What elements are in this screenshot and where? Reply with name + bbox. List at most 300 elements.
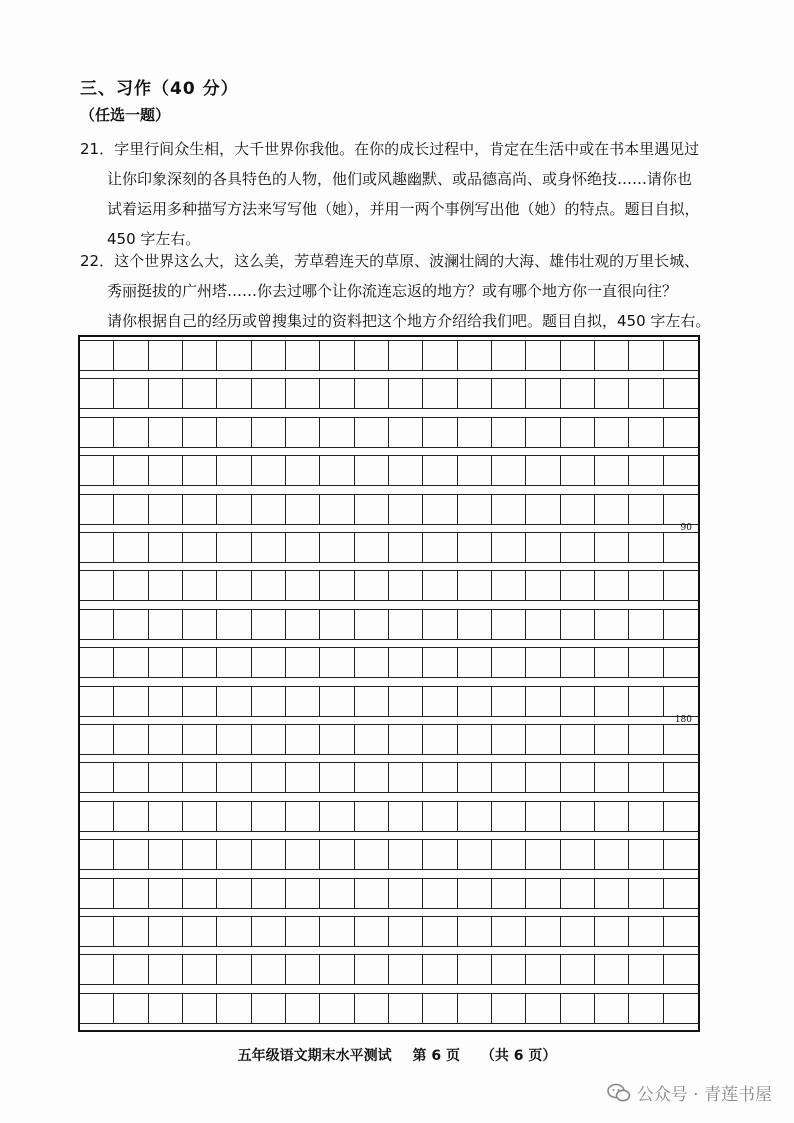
grid-cell[interactable] xyxy=(389,494,423,524)
grid-cell[interactable] xyxy=(492,993,526,1023)
grid-cell[interactable] xyxy=(526,570,560,600)
grid-cell[interactable] xyxy=(80,609,114,639)
grid-cell[interactable] xyxy=(492,916,526,946)
grid-cell[interactable] xyxy=(320,686,354,716)
grid-cell[interactable] xyxy=(286,839,320,869)
grid-cell[interactable] xyxy=(286,532,320,562)
grid-cell[interactable] xyxy=(217,801,251,831)
grid-cell[interactable] xyxy=(252,647,286,677)
grid-cell[interactable] xyxy=(80,378,114,408)
grid-cell[interactable] xyxy=(595,340,629,370)
grid-cell[interactable] xyxy=(595,686,629,716)
grid-cell[interactable] xyxy=(664,724,698,754)
grid-cell[interactable] xyxy=(664,455,698,485)
grid-cell[interactable] xyxy=(423,417,457,447)
grid-cell[interactable] xyxy=(252,609,286,639)
grid-cell[interactable] xyxy=(664,954,698,984)
grid-cell[interactable] xyxy=(664,609,698,639)
grid-cell[interactable] xyxy=(286,494,320,524)
grid-cell[interactable] xyxy=(526,686,560,716)
grid-cell[interactable] xyxy=(286,724,320,754)
grid-cell[interactable] xyxy=(526,993,560,1023)
grid-cell[interactable] xyxy=(286,993,320,1023)
grid-cell[interactable] xyxy=(149,954,183,984)
grid-cell[interactable] xyxy=(183,916,217,946)
grid-cell[interactable] xyxy=(664,570,698,600)
grid-cell[interactable] xyxy=(183,878,217,908)
grid-cell[interactable] xyxy=(423,954,457,984)
grid-cell[interactable] xyxy=(320,532,354,562)
grid-cell[interactable] xyxy=(149,570,183,600)
grid-cell[interactable] xyxy=(252,801,286,831)
grid-cell[interactable] xyxy=(423,916,457,946)
grid-cell[interactable] xyxy=(492,878,526,908)
grid-cell[interactable] xyxy=(320,340,354,370)
grid-cell[interactable] xyxy=(561,494,595,524)
grid-cell[interactable] xyxy=(389,954,423,984)
grid-cell[interactable] xyxy=(458,724,492,754)
grid-cell[interactable] xyxy=(595,455,629,485)
grid-cell[interactable] xyxy=(526,609,560,639)
grid-cell[interactable] xyxy=(252,532,286,562)
grid-cell[interactable] xyxy=(217,762,251,792)
grid-cell[interactable] xyxy=(458,532,492,562)
grid-cell[interactable] xyxy=(492,570,526,600)
grid-cell[interactable] xyxy=(561,839,595,869)
grid-cell[interactable] xyxy=(492,762,526,792)
grid-cell[interactable] xyxy=(629,609,663,639)
grid-cell[interactable] xyxy=(355,839,389,869)
grid-cell[interactable] xyxy=(629,647,663,677)
grid-cell[interactable] xyxy=(252,340,286,370)
grid-cell[interactable] xyxy=(664,993,698,1023)
grid-cell[interactable] xyxy=(217,839,251,869)
grid-cell[interactable] xyxy=(252,417,286,447)
grid-cell[interactable] xyxy=(80,839,114,869)
grid-cell[interactable] xyxy=(355,878,389,908)
grid-cell[interactable] xyxy=(389,801,423,831)
grid-cell[interactable] xyxy=(664,801,698,831)
grid-cell[interactable] xyxy=(423,647,457,677)
grid-cell[interactable] xyxy=(526,494,560,524)
grid-cell[interactable] xyxy=(217,378,251,408)
grid-cell[interactable] xyxy=(389,455,423,485)
grid-cell[interactable] xyxy=(114,724,148,754)
grid-cell[interactable] xyxy=(252,993,286,1023)
grid-cell[interactable] xyxy=(286,570,320,600)
grid-cell[interactable] xyxy=(458,494,492,524)
grid-cell[interactable] xyxy=(217,916,251,946)
grid-cell[interactable] xyxy=(595,839,629,869)
grid-cell[interactable] xyxy=(355,916,389,946)
grid-cell[interactable] xyxy=(526,455,560,485)
grid-cell[interactable] xyxy=(458,609,492,639)
grid-cell[interactable] xyxy=(561,340,595,370)
grid-cell[interactable] xyxy=(286,609,320,639)
grid-cell[interactable] xyxy=(492,455,526,485)
grid-cell[interactable] xyxy=(114,993,148,1023)
grid-cell[interactable] xyxy=(629,532,663,562)
grid-cell[interactable] xyxy=(664,839,698,869)
grid-cell[interactable] xyxy=(595,954,629,984)
grid-cell[interactable] xyxy=(217,724,251,754)
grid-cell[interactable] xyxy=(595,378,629,408)
grid-cell[interactable] xyxy=(595,609,629,639)
grid-cell[interactable] xyxy=(217,647,251,677)
grid-cell[interactable] xyxy=(355,494,389,524)
grid-cell[interactable] xyxy=(355,801,389,831)
grid-cell[interactable] xyxy=(286,378,320,408)
grid-cell[interactable] xyxy=(183,954,217,984)
grid-cell[interactable] xyxy=(526,878,560,908)
grid-cell[interactable] xyxy=(80,762,114,792)
grid-cell[interactable] xyxy=(114,647,148,677)
grid-cell[interactable] xyxy=(217,455,251,485)
grid-cell[interactable] xyxy=(458,340,492,370)
grid-cell[interactable] xyxy=(355,455,389,485)
grid-cell[interactable] xyxy=(526,801,560,831)
grid-cell[interactable] xyxy=(629,417,663,447)
grid-cell[interactable] xyxy=(561,686,595,716)
grid-cell[interactable] xyxy=(595,724,629,754)
grid-cell[interactable] xyxy=(252,916,286,946)
grid-cell[interactable] xyxy=(526,724,560,754)
grid-cell[interactable] xyxy=(526,762,560,792)
grid-cell[interactable] xyxy=(286,916,320,946)
grid-cell[interactable] xyxy=(252,878,286,908)
grid-cell[interactable] xyxy=(355,570,389,600)
grid-cell[interactable] xyxy=(629,762,663,792)
grid-cell[interactable] xyxy=(458,839,492,869)
grid-cell[interactable] xyxy=(114,686,148,716)
grid-cell[interactable] xyxy=(629,839,663,869)
grid-cell[interactable] xyxy=(286,878,320,908)
grid-cell[interactable] xyxy=(217,570,251,600)
grid-cell[interactable] xyxy=(526,532,560,562)
grid-cell[interactable] xyxy=(664,762,698,792)
grid-cell[interactable] xyxy=(80,916,114,946)
grid-cell[interactable] xyxy=(458,417,492,447)
grid-cell[interactable] xyxy=(561,417,595,447)
grid-cell[interactable] xyxy=(320,724,354,754)
grid-cell[interactable] xyxy=(149,494,183,524)
grid-cell[interactable] xyxy=(389,570,423,600)
grid-cell[interactable] xyxy=(423,378,457,408)
grid-cell[interactable] xyxy=(389,724,423,754)
grid-cell[interactable] xyxy=(629,993,663,1023)
grid-cell[interactable] xyxy=(423,839,457,869)
grid-cell[interactable] xyxy=(458,686,492,716)
grid-cell[interactable] xyxy=(389,340,423,370)
grid-cell[interactable] xyxy=(252,839,286,869)
grid-cell[interactable] xyxy=(320,455,354,485)
grid-cell[interactable] xyxy=(80,993,114,1023)
grid-cell[interactable] xyxy=(664,532,698,562)
grid-cell[interactable] xyxy=(114,494,148,524)
grid-cell[interactable] xyxy=(389,417,423,447)
grid-cell[interactable] xyxy=(561,801,595,831)
grid-cell[interactable] xyxy=(149,647,183,677)
grid-cell[interactable] xyxy=(355,954,389,984)
grid-cell[interactable] xyxy=(355,609,389,639)
grid-cell[interactable] xyxy=(217,993,251,1023)
grid-cell[interactable] xyxy=(629,686,663,716)
grid-cell[interactable] xyxy=(664,878,698,908)
grid-cell[interactable] xyxy=(320,878,354,908)
grid-cell[interactable] xyxy=(149,609,183,639)
grid-cell[interactable] xyxy=(561,878,595,908)
grid-cell[interactable] xyxy=(595,647,629,677)
grid-cell[interactable] xyxy=(423,724,457,754)
grid-cell[interactable] xyxy=(389,686,423,716)
grid-cell[interactable] xyxy=(492,724,526,754)
composition-grid[interactable] xyxy=(78,335,700,1032)
grid-cell[interactable] xyxy=(561,455,595,485)
grid-cell[interactable] xyxy=(561,954,595,984)
grid-cell[interactable] xyxy=(526,647,560,677)
grid-cell[interactable] xyxy=(561,532,595,562)
grid-cell[interactable] xyxy=(355,417,389,447)
grid-cell[interactable] xyxy=(526,378,560,408)
grid-cell[interactable] xyxy=(492,647,526,677)
grid-cell[interactable] xyxy=(458,762,492,792)
grid-cell[interactable] xyxy=(183,494,217,524)
grid-cell[interactable] xyxy=(389,916,423,946)
grid-cell[interactable] xyxy=(252,494,286,524)
grid-cell[interactable] xyxy=(114,954,148,984)
grid-cell[interactable] xyxy=(80,455,114,485)
grid-cell[interactable] xyxy=(149,686,183,716)
grid-cell[interactable] xyxy=(252,762,286,792)
grid-cell[interactable] xyxy=(80,532,114,562)
grid-cell[interactable] xyxy=(114,916,148,946)
grid-cell[interactable] xyxy=(526,916,560,946)
grid-cell[interactable] xyxy=(320,570,354,600)
grid-cell[interactable] xyxy=(629,724,663,754)
grid-cell[interactable] xyxy=(629,954,663,984)
grid-cell[interactable] xyxy=(423,801,457,831)
grid-cell[interactable] xyxy=(389,609,423,639)
grid-cell[interactable] xyxy=(629,878,663,908)
grid-cell[interactable] xyxy=(252,378,286,408)
grid-cell[interactable] xyxy=(492,609,526,639)
grid-cell[interactable] xyxy=(389,378,423,408)
grid-cell[interactable] xyxy=(149,993,183,1023)
grid-cell[interactable] xyxy=(183,570,217,600)
grid-cell[interactable] xyxy=(217,954,251,984)
grid-cell[interactable] xyxy=(423,570,457,600)
grid-cell[interactable] xyxy=(595,801,629,831)
grid-cell[interactable] xyxy=(458,916,492,946)
grid-cell[interactable] xyxy=(183,686,217,716)
grid-cell[interactable] xyxy=(183,839,217,869)
grid-cell[interactable] xyxy=(664,417,698,447)
grid-cell[interactable] xyxy=(423,494,457,524)
grid-cell[interactable] xyxy=(80,340,114,370)
grid-cell[interactable] xyxy=(458,878,492,908)
grid-cell[interactable] xyxy=(629,340,663,370)
grid-cell[interactable] xyxy=(80,954,114,984)
grid-cell[interactable] xyxy=(355,686,389,716)
grid-cell[interactable] xyxy=(320,609,354,639)
grid-cell[interactable] xyxy=(664,340,698,370)
grid-cell[interactable] xyxy=(423,993,457,1023)
grid-cell[interactable] xyxy=(389,839,423,869)
grid-cell[interactable] xyxy=(492,801,526,831)
grid-cell[interactable] xyxy=(80,801,114,831)
grid-cell[interactable] xyxy=(149,916,183,946)
grid-cell[interactable] xyxy=(183,417,217,447)
grid-cell[interactable] xyxy=(492,378,526,408)
grid-cell[interactable] xyxy=(149,762,183,792)
grid-cell[interactable] xyxy=(629,494,663,524)
grid-cell[interactable] xyxy=(80,494,114,524)
grid-cell[interactable] xyxy=(389,532,423,562)
grid-cell[interactable] xyxy=(595,878,629,908)
grid-cell[interactable] xyxy=(320,762,354,792)
grid-cell[interactable] xyxy=(595,916,629,946)
grid-cell[interactable] xyxy=(252,455,286,485)
grid-cell[interactable] xyxy=(458,954,492,984)
grid-cell[interactable] xyxy=(458,455,492,485)
grid-cell[interactable] xyxy=(526,954,560,984)
grid-cell[interactable] xyxy=(458,647,492,677)
grid-cell[interactable] xyxy=(664,647,698,677)
grid-cell[interactable] xyxy=(149,839,183,869)
grid-cell[interactable] xyxy=(252,570,286,600)
grid-cell[interactable] xyxy=(492,954,526,984)
grid-cell[interactable] xyxy=(595,993,629,1023)
grid-cell[interactable] xyxy=(286,686,320,716)
grid-cell[interactable] xyxy=(423,532,457,562)
grid-cell[interactable] xyxy=(526,340,560,370)
grid-cell[interactable] xyxy=(183,993,217,1023)
grid-cell[interactable] xyxy=(458,801,492,831)
grid-cell[interactable] xyxy=(320,494,354,524)
grid-cell[interactable] xyxy=(355,647,389,677)
grid-cell[interactable] xyxy=(149,455,183,485)
grid-cell[interactable] xyxy=(458,993,492,1023)
grid-cell[interactable] xyxy=(217,878,251,908)
grid-cell[interactable] xyxy=(183,724,217,754)
grid-cell[interactable] xyxy=(286,417,320,447)
grid-cell[interactable] xyxy=(595,570,629,600)
grid-cell[interactable] xyxy=(320,916,354,946)
grid-cell[interactable] xyxy=(80,417,114,447)
grid-cell[interactable] xyxy=(561,378,595,408)
grid-cell[interactable] xyxy=(561,570,595,600)
grid-cell[interactable] xyxy=(492,494,526,524)
grid-cell[interactable] xyxy=(389,647,423,677)
grid-cell[interactable] xyxy=(320,801,354,831)
grid-cell[interactable] xyxy=(149,340,183,370)
grid-cell[interactable] xyxy=(114,878,148,908)
grid-cell[interactable] xyxy=(80,570,114,600)
grid-cell[interactable] xyxy=(183,378,217,408)
grid-cell[interactable] xyxy=(320,378,354,408)
grid-cell[interactable] xyxy=(629,378,663,408)
grid-cell[interactable] xyxy=(114,455,148,485)
grid-cell[interactable] xyxy=(217,609,251,639)
grid-cell[interactable] xyxy=(355,378,389,408)
grid-cell[interactable] xyxy=(492,839,526,869)
grid-cell[interactable] xyxy=(183,647,217,677)
grid-cell[interactable] xyxy=(561,993,595,1023)
grid-cell[interactable] xyxy=(561,762,595,792)
grid-cell[interactable] xyxy=(320,993,354,1023)
grid-cell[interactable] xyxy=(629,570,663,600)
grid-cell[interactable] xyxy=(561,916,595,946)
grid-cell[interactable] xyxy=(423,609,457,639)
grid-cell[interactable] xyxy=(114,801,148,831)
grid-cell[interactable] xyxy=(492,417,526,447)
grid-cell[interactable] xyxy=(492,340,526,370)
grid-cell[interactable] xyxy=(595,417,629,447)
grid-cell[interactable] xyxy=(561,647,595,677)
grid-cell[interactable] xyxy=(664,378,698,408)
grid-cell[interactable] xyxy=(252,686,286,716)
grid-cell[interactable] xyxy=(217,340,251,370)
grid-cell[interactable] xyxy=(286,647,320,677)
grid-cell[interactable] xyxy=(149,724,183,754)
grid-cell[interactable] xyxy=(114,532,148,562)
grid-cell[interactable] xyxy=(492,532,526,562)
grid-cell[interactable] xyxy=(423,686,457,716)
grid-cell[interactable] xyxy=(320,839,354,869)
grid-cell[interactable] xyxy=(80,724,114,754)
grid-cell[interactable] xyxy=(80,647,114,677)
grid-cell[interactable] xyxy=(217,532,251,562)
grid-cell[interactable] xyxy=(423,762,457,792)
grid-cell[interactable] xyxy=(252,724,286,754)
grid-cell[interactable] xyxy=(183,340,217,370)
grid-cell[interactable] xyxy=(595,494,629,524)
grid-cell[interactable] xyxy=(595,762,629,792)
grid-cell[interactable] xyxy=(286,455,320,485)
grid-cell[interactable] xyxy=(217,417,251,447)
grid-cell[interactable] xyxy=(183,609,217,639)
grid-cell[interactable] xyxy=(664,686,698,716)
grid-cell[interactable] xyxy=(286,801,320,831)
grid-cell[interactable] xyxy=(389,878,423,908)
grid-cell[interactable] xyxy=(355,724,389,754)
grid-cell[interactable] xyxy=(355,762,389,792)
grid-cell[interactable] xyxy=(458,378,492,408)
grid-cell[interactable] xyxy=(458,570,492,600)
grid-cell[interactable] xyxy=(149,417,183,447)
grid-cell[interactable] xyxy=(664,494,698,524)
grid-cell[interactable] xyxy=(114,609,148,639)
grid-cell[interactable] xyxy=(664,916,698,946)
grid-cell[interactable] xyxy=(149,532,183,562)
grid-cell[interactable] xyxy=(286,762,320,792)
grid-cell[interactable] xyxy=(526,839,560,869)
grid-cell[interactable] xyxy=(183,762,217,792)
grid-cell[interactable] xyxy=(149,878,183,908)
grid-cell[interactable] xyxy=(355,993,389,1023)
grid-cell[interactable] xyxy=(114,378,148,408)
grid-cell[interactable] xyxy=(423,878,457,908)
grid-cell[interactable] xyxy=(320,954,354,984)
grid-cell[interactable] xyxy=(80,686,114,716)
grid-cell[interactable] xyxy=(183,455,217,485)
grid-cell[interactable] xyxy=(80,878,114,908)
grid-cell[interactable] xyxy=(320,417,354,447)
grid-cell[interactable] xyxy=(389,993,423,1023)
grid-cell[interactable] xyxy=(389,762,423,792)
grid-cell[interactable] xyxy=(629,801,663,831)
grid-cell[interactable] xyxy=(217,686,251,716)
